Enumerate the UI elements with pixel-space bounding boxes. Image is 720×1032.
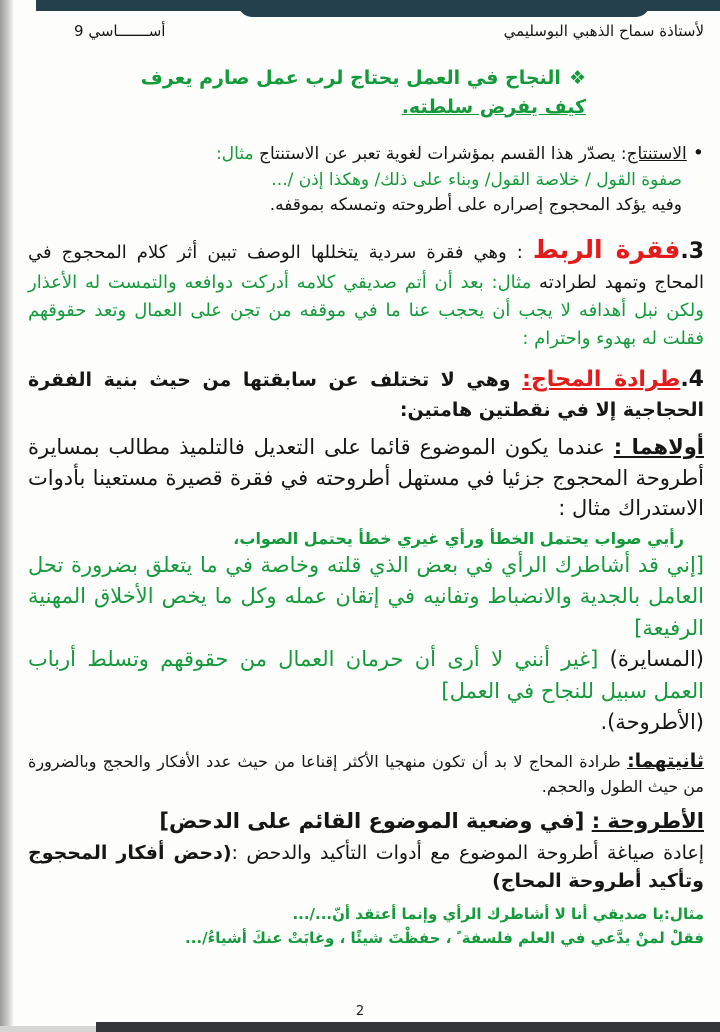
first-point-example-2-block (28, 644, 704, 739)
section-3-intro: : وهي فقرة سردية يتخللها الوصف تبين أثر كلام المحجوج في المحاج وتمهد لطرادته (28, 241, 704, 294)
first-point-example-2: [غير أنني لا أرى أن حرمان العمال من حقوقهم وتسلط أرباب العمل سبيل للنجاح في العمل] (28, 647, 704, 703)
first-point-tag-concession: (المسايرة) (609, 647, 704, 672)
conclusion-example-label: مثال: (216, 144, 254, 164)
section-4-title: طرادة المحاج: (522, 366, 681, 392)
first-point-tag-thesis: (الأطروحة). (600, 710, 704, 735)
section-3-example-label: مثال: (491, 272, 532, 294)
page-number: 2 (355, 1004, 365, 1019)
bullet-dot-icon: • (692, 142, 704, 164)
section-4-text: وهي لا تختلف عن سابقتها من حيث بنية الفقرة الحجاجية إلا في نقطتين هامتين: (28, 368, 704, 421)
section-4-rebuttal-paragraph (28, 363, 704, 425)
page-content (28, 22, 704, 950)
first-point-label: أولاهما : (613, 435, 705, 460)
conclusion-text: : يصدّر هذا القسم بمؤشرات لغوية تعبر عن الاستنتاج (253, 144, 627, 164)
section-4-number: 4. (680, 366, 704, 392)
conclusion-label: الاستنتاج (626, 144, 687, 164)
diamond-bullet-icon: ❖ (568, 67, 586, 89)
quote-text-1: النجاح في العمل يحتاج لرب عمل صارم يعرف (140, 67, 561, 89)
thesis-example-2: فقلْ لمنْ يدَّعي في العلم فلسفة ً ، حفظْتَ شيئًا ، وغابَتْ عنكَ أشياءُ/... (185, 928, 704, 947)
section-3-example: بعد أن أتم صديقي كلامه أدركت دوافعه والتمست له الأعذار ولكن نبل أهدافه لا يجب أن يحجب عنا ما في موقفه من تجن على العمال وتعد حقوقهم فقلت له بهدوء واحترام : (28, 272, 704, 350)
thesis-bracket: [في وضعية الموضوع القائم على الدحض] (159, 809, 592, 834)
second-point-text: طرادة المحاج لا بد أن تكون منهجيا الأكثر إقناعا من حيث عدد الأفكار والحجج وبالضرورة من حيث الطول والحجم. (28, 751, 704, 797)
thesis-body (28, 839, 704, 896)
first-point-example-1: [إني قد أشاطرك الرأي في بعض الذي قلته وخاصة في ما يتعلق بضرورة تحل العامل بالجدية والانضباط وتفانيه في إتقان عمله وكل ما يخص الأخلاق المهنية الرفيعة] (28, 552, 704, 640)
conclusion-line (28, 139, 704, 168)
second-point-label: ثانيتهما: (627, 749, 704, 772)
teacher-name: لأستاذة سماح الذهبي البوسليمي (503, 22, 704, 40)
page-header (28, 22, 704, 40)
conclusion-note: وفيه يؤكد المحجوج إصراره على أطروحته وتمسكه بموقفه. (269, 195, 682, 215)
top-edge-tab (238, 0, 650, 17)
section-3-linking-paragraph (28, 231, 704, 353)
thesis-heading (28, 807, 704, 836)
section-3-number: 3. (680, 238, 704, 264)
bottom-edge-bar (96, 1022, 720, 1032)
conclusion-section (28, 139, 704, 219)
first-point-maxim: رأيي صواب يحتمل الخطأ ورأي غيري خطأ يحتمل الصواب، (233, 528, 684, 548)
quote-text-2: كيف يفرض سلطته. (401, 95, 586, 118)
thesis-example-1: مثال:يا صديقي أنا لا أشاطرك الرأي وإنما أعتقد أنّ.../... (292, 904, 704, 923)
first-point-paragraph (28, 432, 704, 523)
second-point-paragraph (28, 747, 704, 800)
page-left-shadow (0, 0, 14, 1032)
section-3-title: فقرة الربط (532, 234, 681, 264)
quote-block (34, 64, 586, 121)
quote-line-2 (34, 93, 586, 122)
thesis-body-text: إعادة صياغة أطروحة الموضوع مع أدوات التأكيد والدحض : (231, 841, 704, 864)
quote-line-1 (34, 64, 586, 93)
thesis-body-parenthetical: (دحض أفكار المحجوج وتأكيد أطروحة المحاج) (28, 841, 704, 893)
conclusion-examples: صفوة القول / خلاصة القول/ وبناء على ذلك/ وهكذا إذن /... (271, 169, 682, 190)
first-point-text: عندما يكون الموضوع قائما على التعديل فالتلميذ مطالب بمسايرة أطروحة المحجوج جزئيا في مستهل أطروحته في فقرة قصيرة مستعينا بأدوات الاستدراك مثال : (28, 435, 704, 521)
page-bottom-left-edge (0, 1026, 96, 1032)
grade-level: 9 أســـــــاسي (74, 22, 166, 40)
thesis-label: الأطروحة : (591, 809, 704, 834)
